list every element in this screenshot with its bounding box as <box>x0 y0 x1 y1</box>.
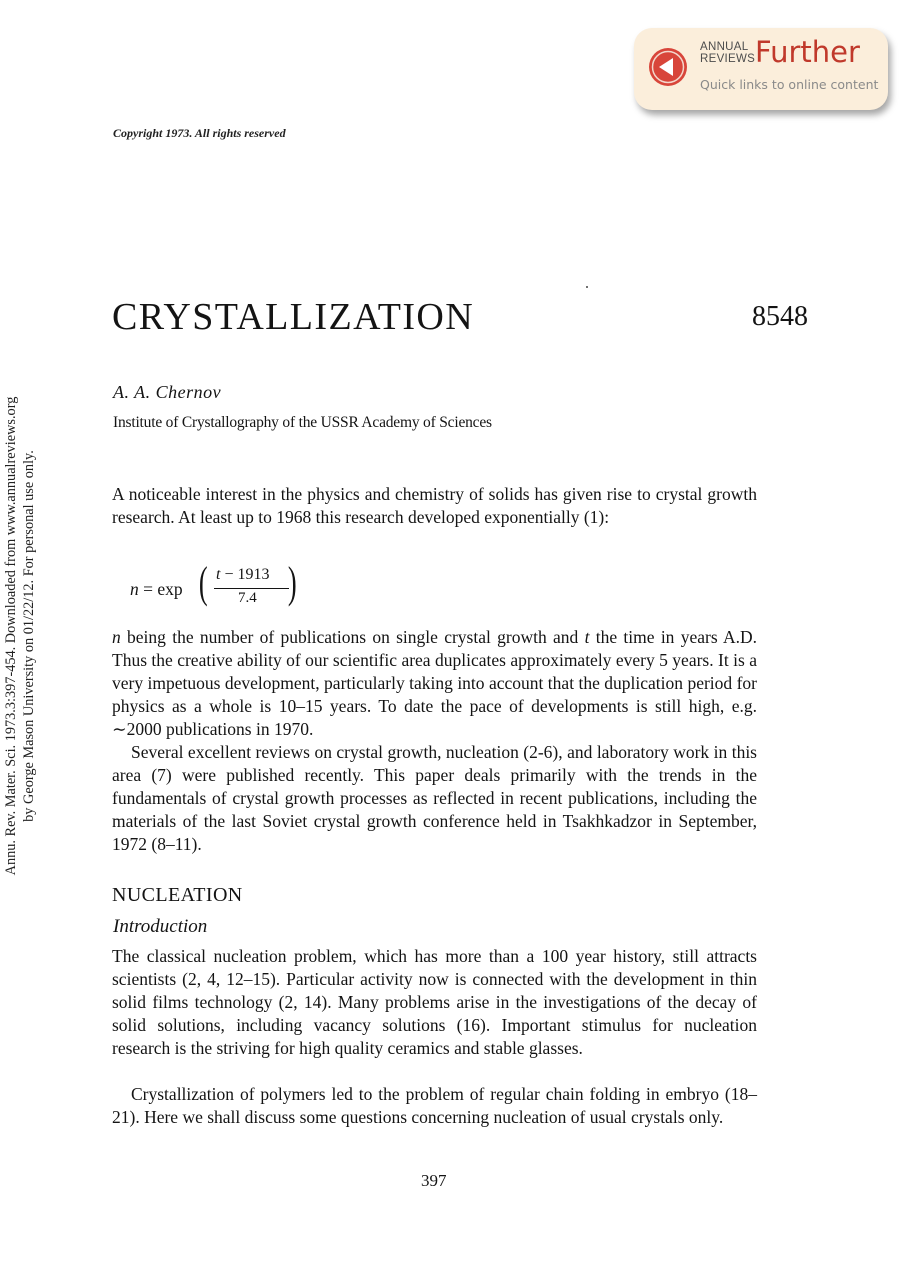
equation-lhs <box>130 579 183 600</box>
equation-numerator-rest: − 1913 <box>220 566 270 583</box>
paragraph-nucleation-problem: The classical nucleation problem, which has more than a 100 year history, still attracts scientists (2, 4, 12–15). Particular activity now is connected with the development in thin solid films technology (2, 14). Many problems arise in the investigations of the decay of solid solutions, including vacancy solutions (16). Important stimulus for nucleation research is the striving for high quality ceramics and stable glasses. <box>112 946 757 1058</box>
article-number: 8548 <box>752 301 808 332</box>
paragraph-growth-rate-rest: the time in years A.D. Thus the creative ability of our scientific area duplicates approximately every 5 years. It is a very impetuous development, particularly taking into account that the duplication period for physics as a whole is 10–15 years. To date the pace of developments is still high, e.g. ∼2000 publications in 1970. <box>112 627 758 739</box>
further-tagline: Quick links to online content <box>700 77 879 92</box>
subsection-heading-introduction: Introduction <box>113 916 208 937</box>
further-links-badge[interactable] <box>634 28 888 110</box>
paragraph-growth-rate <box>112 626 757 741</box>
section-heading-nucleation: NUCLEATION <box>112 884 243 906</box>
article-title: CRYSTALLIZATION <box>112 296 475 338</box>
paragraph-growth-rate-mid: being the number of publications on single crystal growth and <box>120 627 585 647</box>
copyright-notice: Copyright 1973. All rights reserved <box>113 126 286 140</box>
equation-numerator <box>216 565 269 585</box>
inline-var-t: t <box>584 627 590 647</box>
download-notice-line-2: by George Mason University on 01/22/12. For personal use only. <box>21 450 37 822</box>
further-label: Further <box>755 35 860 69</box>
equation-paren-right: ) <box>287 558 297 607</box>
paragraph-reviews: Several excellent reviews on crystal growth, nucleation (2-6), and laboratory work in this area (7) were published recently. This paper deals primarily with the trends in the fundamentals of crystal growth processes as reflected in recent publications, including the materials of the last Soviet crystal growth conference held in Tsakhkadzor in September, 1972 (8–11). <box>112 742 757 854</box>
equation-var-t: t <box>216 566 221 583</box>
author-affiliation: Institute of Crystallography of the USSR Academy of Sciences <box>113 414 492 431</box>
page-number: 397 <box>421 1171 447 1190</box>
download-notice-line-1: Annu. Rev. Mater. Sci. 1973.3:397-454. Downloaded from www.annualreviews.org <box>3 396 19 876</box>
paragraph-polymers: Crystallization of polymers led to the problem of regular chain folding in embryo (18–21). Here we shall discuss some questions concerning nucleation of usual crystals only. <box>112 1084 757 1127</box>
annual-label: ANNUAL <box>700 41 749 53</box>
paragraph-intro: A noticeable interest in the physics and chemistry of solids has given rise to crystal growth research. At least up to 1968 this research developed exponentially (1): <box>112 484 757 527</box>
play-left-icon <box>648 47 688 87</box>
equation-denominator: 7.4 <box>238 590 257 606</box>
author-name: A. A. Chernov <box>113 382 222 402</box>
equation-exp: = exp <box>138 579 183 599</box>
reviews-label: REVIEWS <box>700 53 756 65</box>
inline-var-n: n <box>112 627 121 647</box>
equation-paren-left: ( <box>198 558 208 607</box>
download-notice <box>0 354 40 918</box>
equation-var-n: n <box>130 579 139 599</box>
stray-dot <box>586 286 588 288</box>
